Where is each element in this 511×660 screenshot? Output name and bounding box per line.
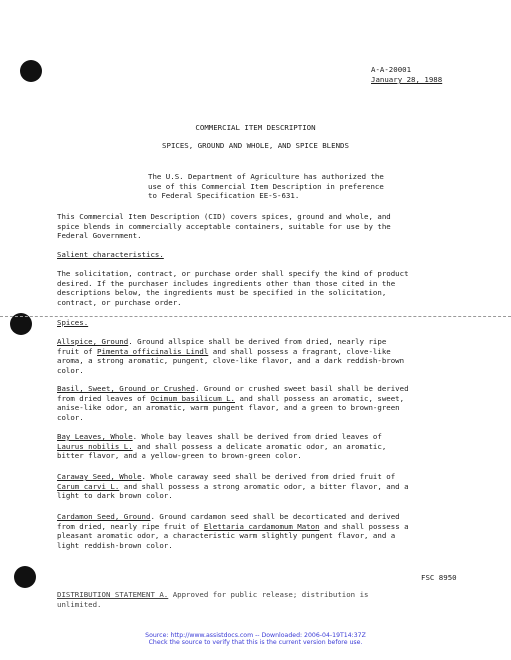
authorization-line: use of this Commercial Item Description in preference bbox=[148, 181, 384, 191]
spice-name: Bay Leaves, Whole bbox=[57, 432, 133, 441]
source-footer-line-2: Check the source to verify that this is the current version before use. bbox=[148, 639, 363, 646]
latin-name: Ocimum basilicum L. bbox=[150, 393, 235, 403]
fsc-code: FSC 8950 bbox=[421, 573, 457, 582]
binder-hole-bottom bbox=[14, 566, 36, 588]
spice-line: Allspice, Ground. Ground allspice shall be derived from dried, nearly ripe bbox=[57, 337, 387, 346]
coverage-line: spice blends in commercially acceptable containers, suitable for use by the bbox=[57, 221, 391, 231]
spice-entry-allspice bbox=[57, 337, 462, 375]
authorization-line: The U.S. Department of Agriculture has authorized the bbox=[148, 172, 384, 181]
spice-line: pleasant aromatic odor, a characteristic warm slightly pungent flavor, and a bbox=[57, 531, 396, 541]
scan-dashed-line bbox=[0, 316, 511, 317]
distribution-line: unlimited. bbox=[57, 599, 102, 609]
spice-line: Laurus nobilis L. and shall possess a delicate aromatic odor, an aromatic, bbox=[57, 441, 387, 451]
latin-name: Carum carvi L. bbox=[57, 481, 120, 491]
spice-line: from dried, nearly ripe fruit of Elettaria cardamomum Maton and shall possess a bbox=[57, 521, 409, 531]
document-date: January 28, 1988 bbox=[371, 75, 443, 84]
spice-line: fruit of Pimenta officinalis Lindl and shall possess a fragrant, clove-like bbox=[57, 346, 391, 356]
spice-line: light to dark brown color. bbox=[57, 491, 173, 501]
spice-entry-cardamon bbox=[57, 512, 462, 550]
document-subtitle: SPICES, GROUND AND WHOLE, AND SPICE BLENDS bbox=[162, 141, 349, 150]
spice-name: Cardamon Seed, Ground bbox=[57, 512, 151, 521]
authorization-statement bbox=[148, 172, 448, 201]
coverage-line: This Commercial Item Description (CID) covers spices, ground and whole, and bbox=[57, 212, 391, 221]
distribution-statement bbox=[57, 590, 462, 609]
spice-entry-bay-leaves bbox=[57, 432, 462, 461]
spice-entry-caraway bbox=[57, 472, 462, 501]
spice-line: Bay Leaves, Whole. Whole bay leaves shall be derived from dried leaves of bbox=[57, 432, 382, 441]
spice-line: anise-like odor, an aromatic, warm pungent flavor, and a green to brown-green bbox=[57, 403, 400, 413]
salient-line: descriptions below, the ingredients must be specified in the solicitation, bbox=[57, 288, 387, 298]
spice-line: Carum carvi L. and shall possess a strong aromatic odor, a bitter flavor, and a bbox=[57, 481, 409, 491]
spice-line: color. bbox=[57, 365, 84, 375]
distribution-line: DISTRIBUTION STATEMENT A. Approved for public release; distribution is bbox=[57, 590, 369, 599]
document-number: A-A-20001 bbox=[371, 65, 412, 74]
latin-name: Elettaria cardamomum Maton bbox=[203, 521, 320, 531]
spice-line: aroma, a strong aromatic, pungent, clove-like flavor, and a dark reddish-brown bbox=[57, 356, 405, 366]
coverage-line: Federal Government. bbox=[57, 231, 142, 241]
distribution-label: DISTRIBUTION STATEMENT A. bbox=[57, 590, 169, 599]
spice-line: Caraway Seed, Whole. Whole caraway seed shall be derived from dried fruit of bbox=[57, 472, 396, 481]
spice-line: Cardamon Seed, Ground. Ground cardamon seed shall be decorticated and derived bbox=[57, 512, 400, 521]
coverage-paragraph bbox=[57, 212, 462, 241]
latin-name: Pimenta officinalis Lindl bbox=[97, 346, 209, 356]
salient-heading: Salient characteristics. bbox=[57, 250, 164, 259]
spice-line: from dried leaves of Ocimum basilicum L. and shall possess an aromatic, sweet, bbox=[57, 393, 405, 403]
spice-line: Basil, Sweet, Ground or Crushed. Ground or crushed sweet basil shall be derived bbox=[57, 384, 409, 393]
spices-heading: Spices. bbox=[57, 318, 89, 327]
binder-hole-top bbox=[20, 60, 42, 82]
salient-line: desired. If the purchaser includes ingredients other than those cited in the bbox=[57, 278, 396, 288]
spice-line: light reddish-brown color. bbox=[57, 540, 173, 550]
salient-line: The solicitation, contract, or purchase order shall specify the kind of product bbox=[57, 269, 409, 278]
spice-name: Basil, Sweet, Ground or Crushed bbox=[57, 384, 195, 393]
salient-paragraph bbox=[57, 269, 462, 307]
source-footer-line-1[interactable]: Source: http://www.assistdocs.com -- Downloaded: 2006-04-19T14:37Z bbox=[145, 632, 366, 639]
spice-name: Allspice, Ground bbox=[57, 337, 129, 346]
spice-line: color. bbox=[57, 412, 84, 422]
salient-line: contract, or purchase order. bbox=[57, 297, 182, 307]
spice-name: Caraway Seed, Whole bbox=[57, 472, 142, 481]
spice-line: bitter flavor, and a yellow-green to brown-green color. bbox=[57, 451, 302, 461]
spice-entry-basil bbox=[57, 384, 462, 422]
document-title: COMMERCIAL ITEM DESCRIPTION bbox=[195, 123, 316, 132]
latin-name: Laurus nobilis L. bbox=[57, 441, 133, 451]
authorization-line: to Federal Specification EE-S-631. bbox=[148, 191, 300, 201]
